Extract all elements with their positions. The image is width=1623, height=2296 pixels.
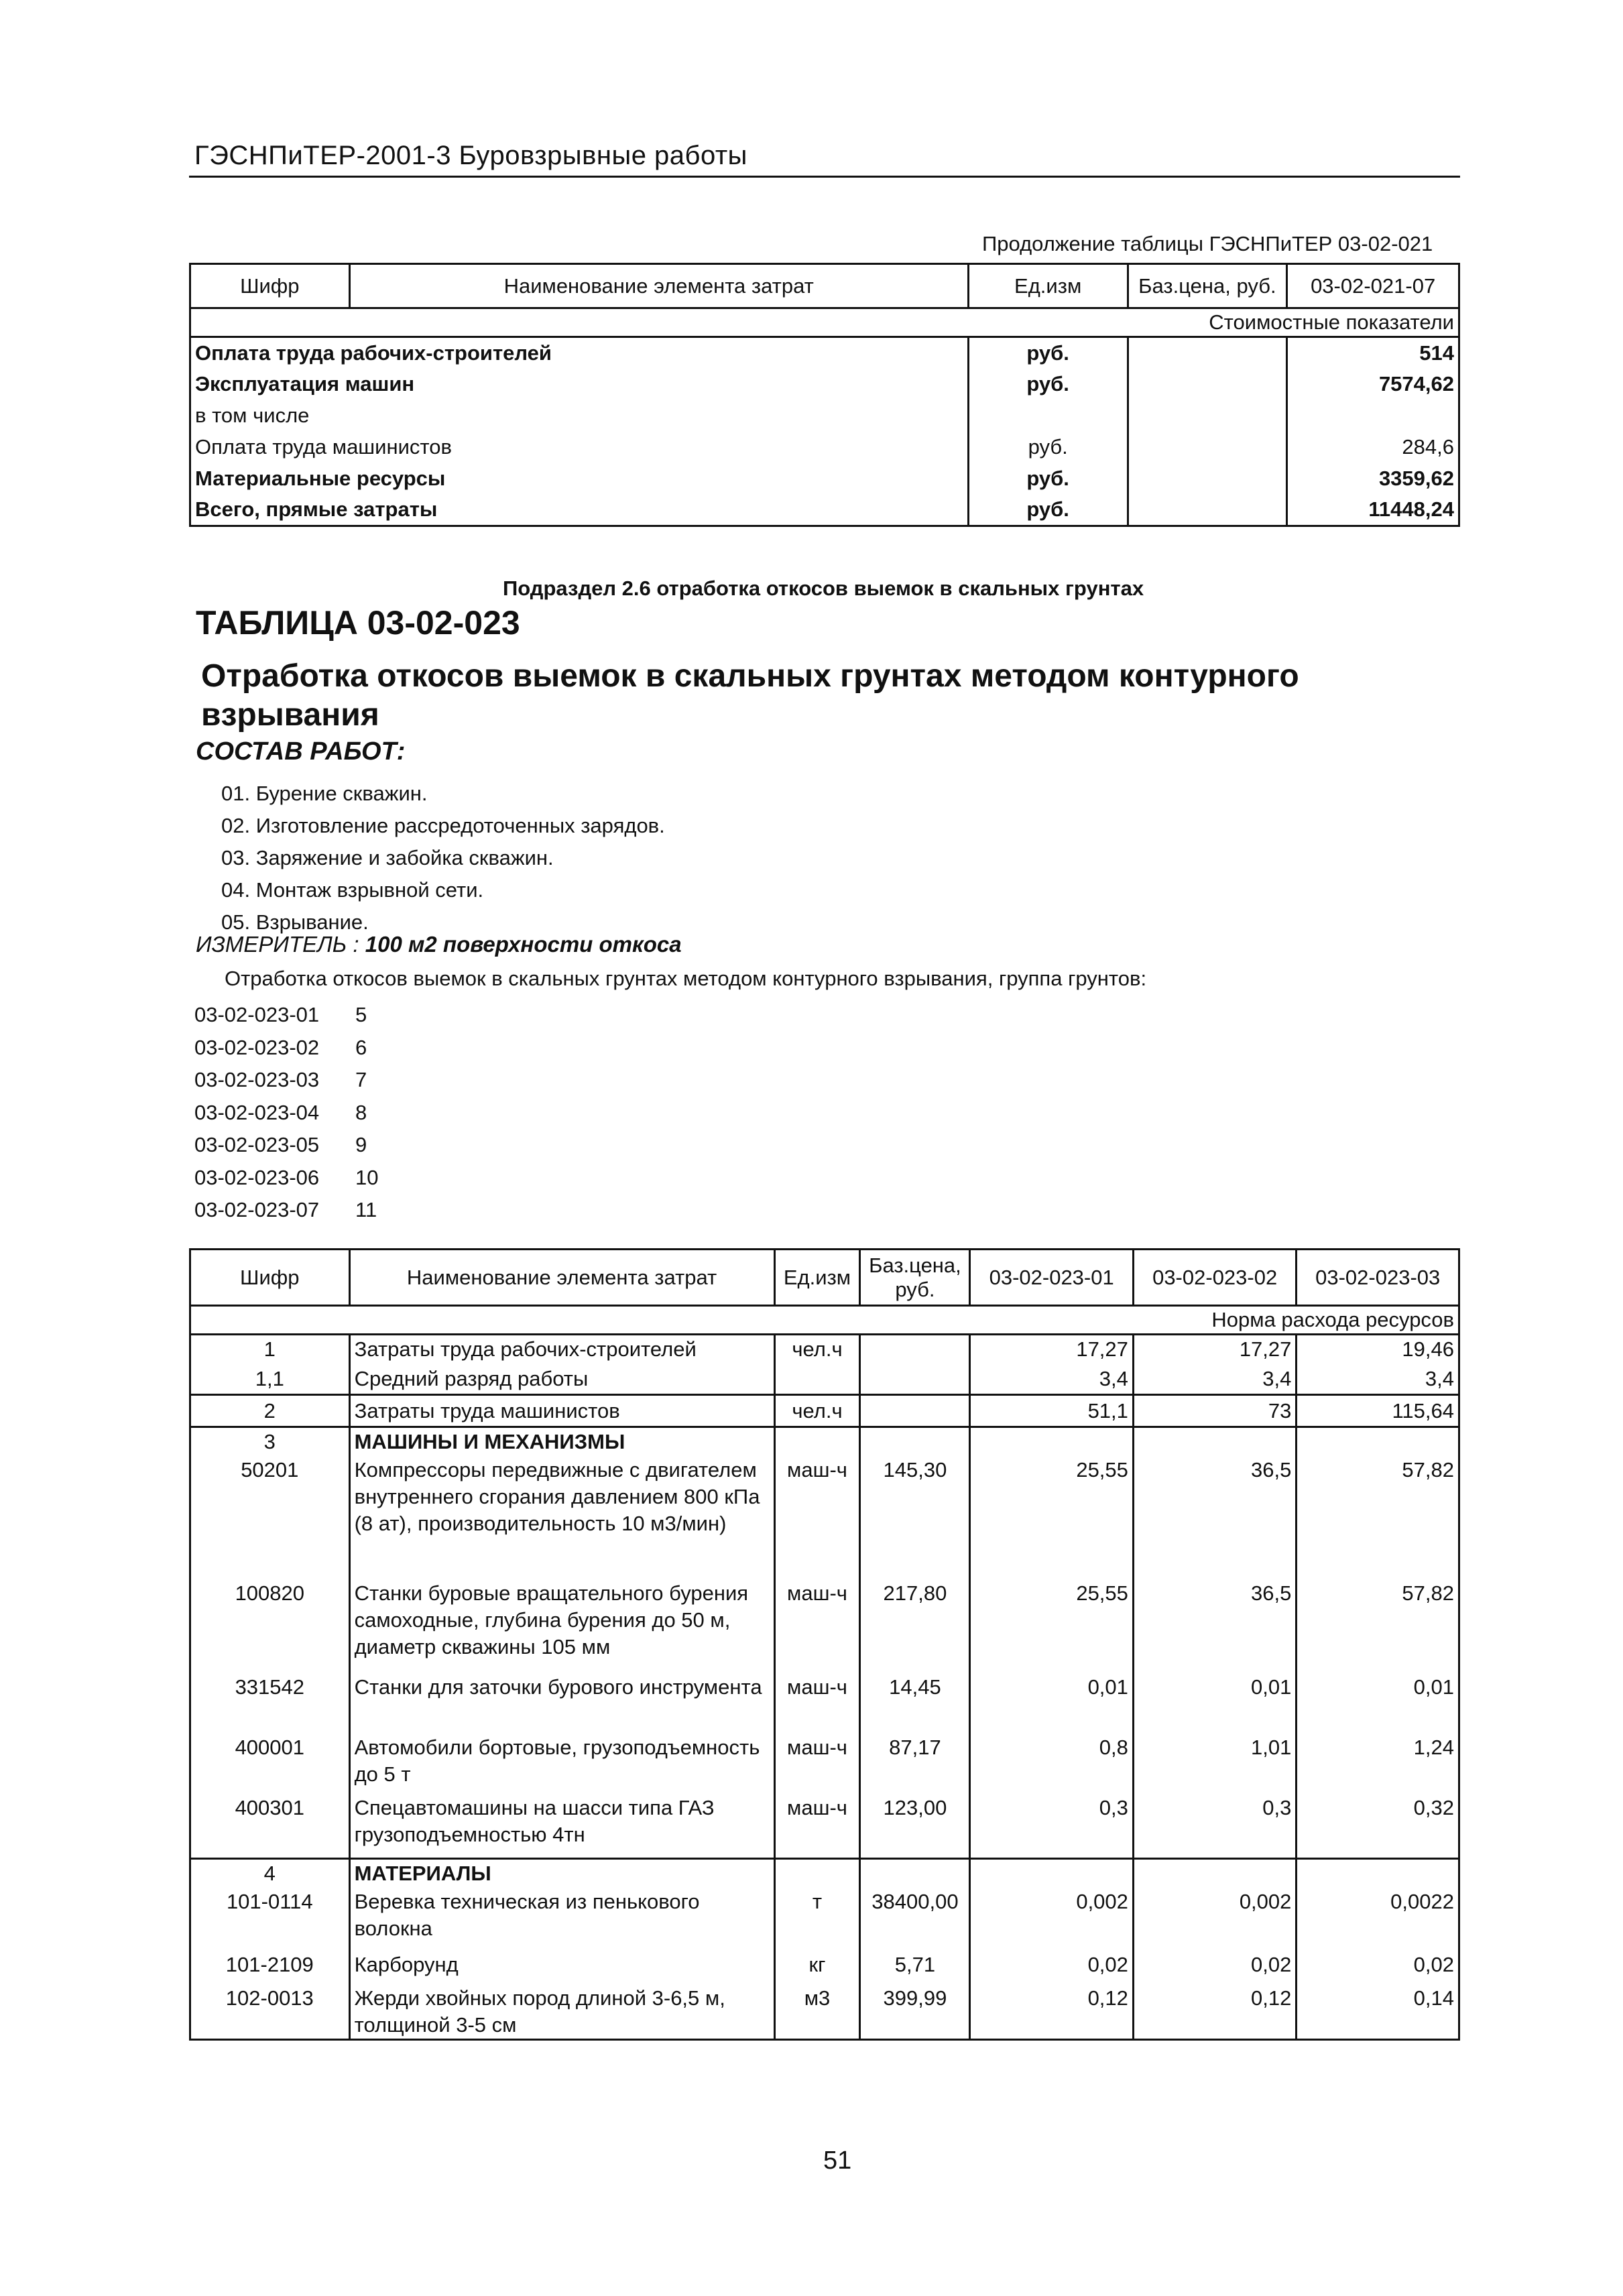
cost-item-price <box>1128 432 1287 463</box>
table-row <box>190 1457 1459 1580</box>
resource-value-1: 0,02 <box>970 1951 1133 1985</box>
cost-item-price <box>1128 495 1287 526</box>
col-header-price: Баз.цена, руб. <box>1128 264 1287 308</box>
resource-value-2: 1,01 <box>1133 1734 1296 1795</box>
resource-unit: м3 <box>774 1985 860 2040</box>
code-value: 03-02-023-07 <box>194 1198 320 1221</box>
resource-unit: маш-ч <box>774 1734 860 1795</box>
table-row <box>190 337 1459 369</box>
soil-group: 7 <box>355 1068 367 1091</box>
code-value: 03-02-023-06 <box>194 1165 320 1189</box>
codes-list <box>194 999 378 1227</box>
code-value: 03-02-023-02 <box>194 1035 320 1059</box>
resource-value-1: 0,12 <box>970 1985 1133 2040</box>
resource-value-3: 115,64 <box>1297 1395 1459 1427</box>
resource-price: 38400,00 <box>860 1888 970 1951</box>
table-number-title: ТАБЛИЦА 03-02-023 <box>196 604 520 642</box>
resource-value-2: 0,12 <box>1133 1985 1296 2040</box>
resource-price <box>860 1427 970 1457</box>
resource-price <box>860 1335 970 1364</box>
resource-value-3: 0,01 <box>1297 1674 1459 1734</box>
resource-unit: маш-ч <box>774 1580 860 1674</box>
cost-item-price <box>1128 369 1287 400</box>
table-row <box>190 432 1459 463</box>
resource-value-3: 3,4 <box>1297 1364 1459 1395</box>
resource-code: 2 <box>190 1395 350 1427</box>
table-row <box>190 1951 1459 1985</box>
col-header-price: Баз.цена, руб. <box>860 1250 970 1306</box>
table-row <box>190 463 1459 495</box>
resource-name: Автомобили бортовые, грузоподъемность до 5 т <box>349 1734 774 1795</box>
running-header: ГЭСНПиТЕР-2001-3 Буровзрывные работы <box>194 141 747 170</box>
table-row <box>190 1985 1459 2040</box>
cost-item-name: Эксплуатация машин <box>190 369 969 400</box>
table-row <box>190 1795 1459 1859</box>
resource-code: 100820 <box>190 1580 350 1674</box>
resource-value-3 <box>1297 1427 1459 1457</box>
table-row <box>190 1395 1459 1427</box>
resource-name: Компрессоры передвижные с двигателем внутреннего сгорания давлением 800 кПа (8 ат), производительность 10 м3/мин) <box>349 1457 774 1580</box>
resource-name: Станки для заточки бурового инструмента <box>349 1674 774 1734</box>
resources-table-subheader-row <box>190 1306 1459 1335</box>
resource-price <box>860 1395 970 1427</box>
measurement-value: 100 м2 поверхности откоса <box>365 932 682 957</box>
col-header-variant-2: 03-02-023-02 <box>1133 1250 1296 1306</box>
code-item <box>194 1032 378 1065</box>
cost-item-name: Оплата труда рабочих-строителей <box>190 337 969 369</box>
cost-item-name: Материальные ресурсы <box>190 463 969 495</box>
resource-name: Карборунд <box>349 1951 774 1985</box>
table-row <box>190 369 1459 400</box>
cost-item-price <box>1128 337 1287 369</box>
cost-item-value: 3359,62 <box>1287 463 1459 495</box>
resource-value-1 <box>970 1427 1133 1457</box>
cost-item-unit: руб. <box>968 463 1128 495</box>
cost-table-subheader-row <box>190 308 1459 337</box>
operation-item: 03. Заряжение и забойка скважин. <box>221 846 554 869</box>
resource-unit: кг <box>774 1951 860 1985</box>
cost-item-name: Оплата труда машинистов <box>190 432 969 463</box>
resource-value-1: 25,55 <box>970 1457 1133 1580</box>
cost-item-price <box>1128 463 1287 495</box>
subsection-title: Подраздел 2.6 отработка откосов выемок в скальных грунтах <box>503 577 1144 600</box>
resource-value-3 <box>1297 1859 1459 1888</box>
operation-item: 05. Взрывание. <box>221 910 369 934</box>
resource-price: 87,17 <box>860 1734 970 1795</box>
operations-list <box>221 778 665 939</box>
table-row <box>190 495 1459 526</box>
operation-item: 01. Бурение скважин. <box>221 782 428 805</box>
col-header-name: Наименование элемента затрат <box>349 264 968 308</box>
resource-value-2: 36,5 <box>1133 1457 1296 1580</box>
resource-price: 14,45 <box>860 1674 970 1734</box>
code-item <box>194 999 378 1032</box>
resource-code: 400301 <box>190 1795 350 1859</box>
resource-value-1: 3,4 <box>970 1364 1133 1395</box>
resource-price <box>860 1364 970 1395</box>
resource-value-1: 0,8 <box>970 1734 1133 1795</box>
resource-value-2: 73 <box>1133 1395 1296 1427</box>
code-item <box>194 1194 378 1227</box>
resource-value-3: 0,02 <box>1297 1951 1459 1985</box>
table-row <box>190 1888 1459 1951</box>
code-item <box>194 1097 378 1130</box>
resource-name: Затраты труда рабочих-строителей <box>349 1335 774 1364</box>
resources-table-header-row <box>190 1250 1459 1306</box>
resource-code: 4 <box>190 1859 350 1888</box>
resource-price: 5,71 <box>860 1951 970 1985</box>
table-row <box>190 1674 1459 1734</box>
resource-unit: чел.ч <box>774 1395 860 1427</box>
resource-price <box>860 1859 970 1888</box>
header-rule <box>189 176 1460 178</box>
resource-name: Спецавтомашины на шасси типа ГАЗ грузоподъемностью 4тн <box>349 1795 774 1859</box>
resource-code: 331542 <box>190 1674 350 1734</box>
resource-price: 399,99 <box>860 1985 970 2040</box>
resource-value-3: 0,0022 <box>1297 1888 1459 1951</box>
resource-name: МАТЕРИАЛЫ <box>349 1859 774 1888</box>
cost-item-unit: руб. <box>968 495 1128 526</box>
resource-value-1: 25,55 <box>970 1580 1133 1674</box>
code-item <box>194 1129 378 1162</box>
cost-subheader: Стоимостные показатели <box>190 308 1459 337</box>
soil-group: 9 <box>355 1133 367 1156</box>
cost-item-value: 11448,24 <box>1287 495 1459 526</box>
resource-value-2 <box>1133 1859 1296 1888</box>
cost-item-unit <box>968 400 1128 432</box>
resource-price: 123,00 <box>860 1795 970 1859</box>
cost-item-unit: руб. <box>968 369 1128 400</box>
resource-unit: маш-ч <box>774 1457 860 1580</box>
soil-group: 10 <box>355 1165 379 1189</box>
resource-code: 101-0114 <box>190 1888 350 1951</box>
resource-value-2: 0,01 <box>1133 1674 1296 1734</box>
cost-item-value: 514 <box>1287 337 1459 369</box>
col-header-variant-3: 03-02-023-03 <box>1297 1250 1459 1306</box>
resource-unit <box>774 1364 860 1395</box>
col-header-variant-1: 03-02-023-01 <box>970 1250 1133 1306</box>
cost-item-price <box>1128 400 1287 432</box>
resource-value-2 <box>1133 1427 1296 1457</box>
cost-item-unit: руб. <box>968 337 1128 369</box>
resource-unit: т <box>774 1888 860 1951</box>
col-header-unit: Ед.изм <box>968 264 1128 308</box>
cost-table <box>189 263 1460 527</box>
resource-value-1: 51,1 <box>970 1395 1133 1427</box>
cost-item-value: 284,6 <box>1287 432 1459 463</box>
soil-group: 8 <box>355 1100 367 1124</box>
table-row <box>190 1335 1459 1364</box>
resource-value-2: 0,002 <box>1133 1888 1296 1951</box>
table-row <box>190 1734 1459 1795</box>
resource-unit <box>774 1859 860 1888</box>
col-header-name: Наименование элемента затрат <box>349 1250 774 1306</box>
code-value: 03-02-023-05 <box>194 1133 320 1156</box>
measurement-unit <box>196 932 682 957</box>
resource-code: 400001 <box>190 1734 350 1795</box>
code-value: 03-02-023-04 <box>194 1100 320 1124</box>
resource-code: 3 <box>190 1427 350 1457</box>
page-number: 51 <box>823 2147 852 2175</box>
resource-value-1: 0,3 <box>970 1795 1133 1859</box>
col-header-variant: 03-02-021-07 <box>1287 264 1459 308</box>
soil-group: 6 <box>355 1035 367 1059</box>
resource-value-3: 19,46 <box>1297 1335 1459 1364</box>
resource-code: 50201 <box>190 1457 350 1580</box>
resource-value-2: 3,4 <box>1133 1364 1296 1395</box>
code-item <box>194 1162 378 1195</box>
resource-name: Станки буровые вращательного бурения самоходные, глубина бурения до 50 м, диаметр скважины 105 мм <box>349 1580 774 1674</box>
resource-value-2: 36,5 <box>1133 1580 1296 1674</box>
resources-subheader: Норма расхода ресурсов <box>190 1306 1459 1335</box>
resource-value-2: 17,27 <box>1133 1335 1296 1364</box>
work-composition-label: СОСТАВ РАБОТ: <box>196 737 406 766</box>
cost-item-unit: руб. <box>968 432 1128 463</box>
table-row <box>190 1427 1459 1457</box>
cost-item-name: Всего, прямые затраты <box>190 495 969 526</box>
col-header-code: Шифр <box>190 264 350 308</box>
resource-value-1: 17,27 <box>970 1335 1133 1364</box>
operation-item: 02. Изготовление рассредоточенных зарядов. <box>221 814 665 837</box>
soil-group: 11 <box>355 1198 377 1221</box>
resource-code: 1 <box>190 1335 350 1364</box>
resource-name: Веревка техническая из пенькового волокна <box>349 1888 774 1951</box>
resource-value-1 <box>970 1859 1133 1888</box>
cost-item-value: 7574,62 <box>1287 369 1459 400</box>
code-item <box>194 1064 378 1097</box>
resource-value-3: 1,24 <box>1297 1734 1459 1795</box>
resources-table <box>189 1248 1460 2041</box>
soil-group: 5 <box>355 1003 367 1026</box>
resource-unit <box>774 1427 860 1457</box>
resource-price: 145,30 <box>860 1457 970 1580</box>
code-value: 03-02-023-03 <box>194 1068 320 1091</box>
resource-value-3: 57,82 <box>1297 1457 1459 1580</box>
resource-name: Средний разряд работы <box>349 1364 774 1395</box>
resource-name: Затраты труда машинистов <box>349 1395 774 1427</box>
table-continuation-note: Продолжение таблицы ГЭСНПиТЕР 03-02-021 <box>982 232 1433 255</box>
table-row <box>190 400 1459 432</box>
resource-value-2: 0,3 <box>1133 1795 1296 1859</box>
resource-code: 1,1 <box>190 1364 350 1395</box>
codes-intro: Отработка откосов выемок в скальных грунтах методом контурного взрывания, группа грунтов: <box>225 967 1147 990</box>
measurement-label: ИЗМЕРИТЕЛЬ : <box>196 932 365 957</box>
resource-name: Жерди хвойных пород длиной 3-6,5 м, толщиной 3-5 см <box>349 1985 774 2040</box>
resource-value-3: 0,32 <box>1297 1795 1459 1859</box>
resource-price: 217,80 <box>860 1580 970 1674</box>
cost-item-value <box>1287 400 1459 432</box>
resource-value-2: 0,02 <box>1133 1951 1296 1985</box>
table-row <box>190 1859 1459 1888</box>
table-row <box>190 1364 1459 1395</box>
resource-code: 102-0013 <box>190 1985 350 2040</box>
table-row <box>190 1580 1459 1674</box>
cost-table-header-row <box>190 264 1459 308</box>
resource-unit: маш-ч <box>774 1674 860 1734</box>
resource-code: 101-2109 <box>190 1951 350 1985</box>
cost-item-name: в том числе <box>190 400 969 432</box>
operation-item: 04. Монтаж взрывной сети. <box>221 878 484 902</box>
resource-value-1: 0,002 <box>970 1888 1133 1951</box>
resource-name: МАШИНЫ И МЕХАНИЗМЫ <box>349 1427 774 1457</box>
col-header-code: Шифр <box>190 1250 350 1306</box>
resource-unit: маш-ч <box>774 1795 860 1859</box>
col-header-unit: Ед.изм <box>774 1250 860 1306</box>
resource-value-3: 0,14 <box>1297 1985 1459 2040</box>
resource-value-3: 57,82 <box>1297 1580 1459 1674</box>
resource-value-1: 0,01 <box>970 1674 1133 1734</box>
resource-unit: чел.ч <box>774 1335 860 1364</box>
code-value: 03-02-023-01 <box>194 1003 320 1026</box>
work-title: Отработка откосов выемок в скальных грунтах методом контурного взрывания <box>201 658 1299 733</box>
